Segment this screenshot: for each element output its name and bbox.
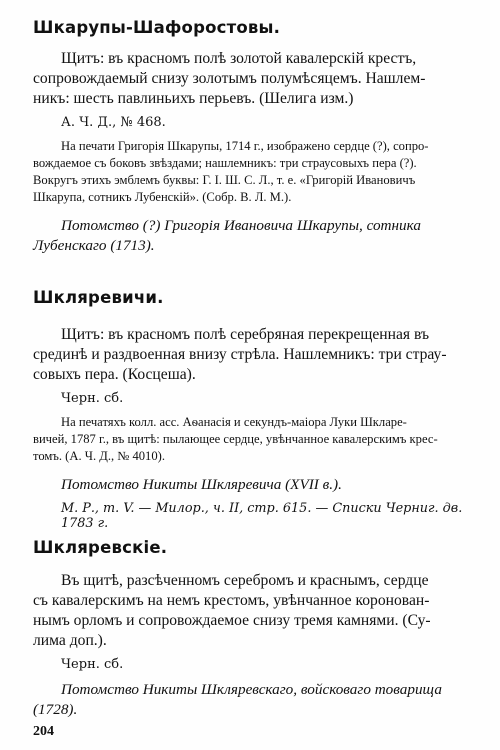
note-line: Вокругъ этихъ эмблемъ буквы: Г. І. Ш. С. Л., т. е. «Григорій Ивановичъ xyxy=(33,173,416,187)
seal-note xyxy=(33,138,473,206)
lineage-line: Потомство Никиты Шкляревича (XVII в.). xyxy=(61,476,342,493)
blazon-text xyxy=(33,49,473,109)
section-shkarupy xyxy=(33,18,473,256)
blazon-text xyxy=(33,325,473,385)
text-line: срединѣ и раздвоенная внизу стрѣла. Нашлемникъ: три страу- xyxy=(33,346,447,363)
note-line: вичей, 1787 г., въ щитѣ: пылающее сердце, увѣнчанное кавалерскимъ крес- xyxy=(33,432,438,446)
text-line: никъ: шесть павлиньихъ перьевъ. (Шелига изм.) xyxy=(33,90,354,107)
text-line: сопровождаемый снизу золотымъ полумѣсяцемъ. Нашлем- xyxy=(33,70,426,87)
text-line: нымъ орломъ и сопровождаемое снизу тремя камнями. (Су- xyxy=(33,612,431,629)
lineage xyxy=(33,475,473,495)
lineage-line: Потомство (?) Григорія Ивановича Шкарупы, сотника xyxy=(61,217,421,234)
lineage xyxy=(33,216,473,256)
section-heading: Шкарупы-Шафоростовы. xyxy=(33,18,281,37)
text-line: Щитъ: въ красномъ полѣ золотой кавалерскій крестъ, xyxy=(61,50,417,67)
text-line: съ кавалерскимъ на немъ крестомъ, увѣнчанное коронован- xyxy=(33,592,430,609)
blazon-text xyxy=(33,571,473,651)
text-line: лима доп.). xyxy=(33,632,107,649)
section-heading: Шкляревичи. xyxy=(33,288,164,307)
note-line: На печатяхъ колл. асс. Аѳанасія и секундъ-маіора Луки Шкларе- xyxy=(61,415,407,429)
source-reference: Черн. сб. xyxy=(61,391,124,406)
note-line: вождаемое съ боковъ звѣздами; нашлемникъ: три страусовыхъ пера (?). xyxy=(33,156,417,170)
lineage-line: Потомство Никиты Шкляревскаго, войсковаго товарища xyxy=(61,681,442,698)
source-reference: А. Ч. Д., № 468. xyxy=(61,115,166,130)
section-shklyarevskie xyxy=(33,538,473,720)
note-line: На печати Григорія Шкарупы, 1714 г., изображено сердце (?), сопро- xyxy=(61,139,429,153)
section-shklyarevichi xyxy=(33,288,473,531)
list-reference: М. Р., т. V. — Милор., ч. II, стр. 615. — Списки Черниг. дв. 1783 г. xyxy=(61,501,463,531)
note-line: томъ. (А. Ч. Д., № 4010). xyxy=(33,449,165,463)
lineage-line: (1728). xyxy=(33,701,78,718)
seal-note xyxy=(33,414,473,465)
source-reference: Черн. сб. xyxy=(61,657,124,672)
lineage xyxy=(33,680,473,720)
text-line: Въ щитѣ, разсѣченномъ серебромъ и краснымъ, сердце xyxy=(61,572,429,589)
text-line: Щитъ: въ красномъ полѣ серебряная перекрещенная въ xyxy=(61,326,430,343)
note-line: Шкарупа, сотникъ Лубенскій». (Собр. В. Л. М.). xyxy=(33,190,292,204)
section-heading: Шкляревскіе. xyxy=(33,538,168,557)
text-line: совыхъ пера. (Косцеша). xyxy=(33,366,196,383)
lineage-line: Лубенскаго (1713). xyxy=(33,237,155,254)
page-number: 204 xyxy=(33,724,54,739)
